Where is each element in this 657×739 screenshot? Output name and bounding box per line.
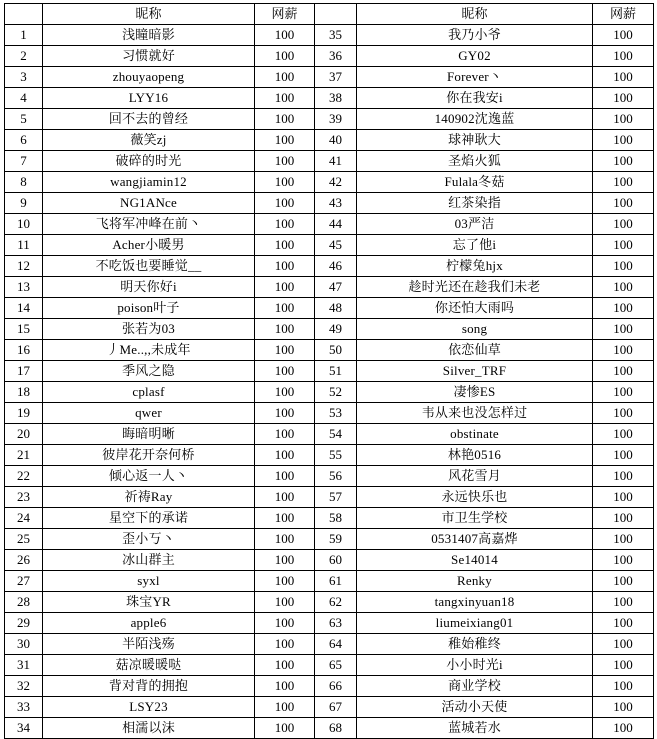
- row-pay-right: 100: [593, 193, 654, 214]
- row-index-left: 11: [5, 235, 43, 256]
- row-index-right: 55: [315, 445, 357, 466]
- header-index-right: [315, 4, 357, 25]
- row-index-right: 68: [315, 718, 357, 739]
- row-nickname-left: cplasf: [43, 382, 255, 403]
- row-pay-right: 100: [593, 88, 654, 109]
- row-nickname-left: 冰山群主: [43, 550, 255, 571]
- nickname-pay-table: [4, 3, 654, 739]
- row-pay-right: 100: [593, 508, 654, 529]
- row-index-left: 16: [5, 340, 43, 361]
- row-index-left: 9: [5, 193, 43, 214]
- table-row: [5, 592, 654, 613]
- row-nickname-right: 风花雪月: [357, 466, 593, 487]
- row-nickname-right: 你在我安i: [357, 88, 593, 109]
- header-row: [5, 4, 654, 25]
- row-nickname-left: poison叶子: [43, 298, 255, 319]
- row-pay-left: 100: [255, 382, 315, 403]
- row-index-right: 48: [315, 298, 357, 319]
- table-header: [5, 4, 654, 25]
- table-row: [5, 718, 654, 739]
- row-nickname-left: 回不去的曾经: [43, 109, 255, 130]
- row-pay-right: 100: [593, 676, 654, 697]
- row-index-left: 29: [5, 613, 43, 634]
- row-pay-left: 100: [255, 529, 315, 550]
- row-index-left: 24: [5, 508, 43, 529]
- row-nickname-left: apple6: [43, 613, 255, 634]
- row-pay-right: 100: [593, 403, 654, 424]
- row-index-right: 49: [315, 319, 357, 340]
- row-index-right: 50: [315, 340, 357, 361]
- row-index-left: 27: [5, 571, 43, 592]
- row-pay-left: 100: [255, 403, 315, 424]
- row-pay-left: 100: [255, 46, 315, 67]
- table-row: [5, 361, 654, 382]
- row-index-left: 32: [5, 676, 43, 697]
- row-pay-right: 100: [593, 613, 654, 634]
- row-nickname-left: 半陌浅殇: [43, 634, 255, 655]
- row-index-right: 60: [315, 550, 357, 571]
- row-index-left: 31: [5, 655, 43, 676]
- table-row: [5, 130, 654, 151]
- row-nickname-right: 商业学校: [357, 676, 593, 697]
- row-index-right: 43: [315, 193, 357, 214]
- row-pay-right: 100: [593, 382, 654, 403]
- row-pay-left: 100: [255, 235, 315, 256]
- row-index-left: 12: [5, 256, 43, 277]
- row-index-right: 38: [315, 88, 357, 109]
- row-nickname-right: 小小时光i: [357, 655, 593, 676]
- row-pay-left: 100: [255, 319, 315, 340]
- row-pay-right: 100: [593, 445, 654, 466]
- row-nickname-right: 03严洁: [357, 214, 593, 235]
- row-pay-left: 100: [255, 550, 315, 571]
- row-index-left: 25: [5, 529, 43, 550]
- row-nickname-left: zhouyaopeng: [43, 67, 255, 88]
- row-index-left: 4: [5, 88, 43, 109]
- row-pay-left: 100: [255, 151, 315, 172]
- row-index-right: 40: [315, 130, 357, 151]
- row-pay-left: 100: [255, 298, 315, 319]
- row-index-left: 19: [5, 403, 43, 424]
- row-nickname-right: 依恋仙草: [357, 340, 593, 361]
- row-pay-left: 100: [255, 130, 315, 151]
- header-nickname-right: 昵称: [357, 4, 593, 25]
- row-index-right: 62: [315, 592, 357, 613]
- row-index-right: 39: [315, 109, 357, 130]
- row-nickname-right: 你还怕大雨吗: [357, 298, 593, 319]
- row-pay-right: 100: [593, 340, 654, 361]
- row-nickname-left: 不吃饭也要睡觉__: [43, 256, 255, 277]
- row-nickname-right: Renky: [357, 571, 593, 592]
- row-pay-right: 100: [593, 109, 654, 130]
- table-row: [5, 403, 654, 424]
- row-nickname-left: 季风之隐: [43, 361, 255, 382]
- row-index-right: 35: [315, 25, 357, 46]
- table-row: [5, 697, 654, 718]
- row-nickname-left: 背对背的拥抱: [43, 676, 255, 697]
- row-pay-left: 100: [255, 109, 315, 130]
- row-index-right: 47: [315, 277, 357, 298]
- row-nickname-right: obstinate: [357, 424, 593, 445]
- row-pay-right: 100: [593, 571, 654, 592]
- row-index-left: 21: [5, 445, 43, 466]
- table-row: [5, 676, 654, 697]
- row-nickname-right: 忘了他i: [357, 235, 593, 256]
- row-index-left: 13: [5, 277, 43, 298]
- row-index-left: 1: [5, 25, 43, 46]
- table-row: [5, 550, 654, 571]
- row-index-right: 37: [315, 67, 357, 88]
- row-index-right: 42: [315, 172, 357, 193]
- row-pay-left: 100: [255, 340, 315, 361]
- row-index-left: 10: [5, 214, 43, 235]
- table-row: [5, 193, 654, 214]
- table-row: [5, 613, 654, 634]
- row-nickname-right: 140902沈逸蓝: [357, 109, 593, 130]
- row-nickname-left: 浅瞳暗影: [43, 25, 255, 46]
- row-nickname-right: Forever丶: [357, 67, 593, 88]
- row-index-right: 66: [315, 676, 357, 697]
- table-row: [5, 466, 654, 487]
- table-row: [5, 214, 654, 235]
- row-pay-right: 100: [593, 319, 654, 340]
- row-nickname-right: 林艳0516: [357, 445, 593, 466]
- row-pay-left: 100: [255, 214, 315, 235]
- row-pay-left: 100: [255, 88, 315, 109]
- row-nickname-right: 市卫生学校: [357, 508, 593, 529]
- row-pay-right: 100: [593, 130, 654, 151]
- row-pay-right: 100: [593, 46, 654, 67]
- row-pay-right: 100: [593, 550, 654, 571]
- row-pay-right: 100: [593, 361, 654, 382]
- row-nickname-right: GY02: [357, 46, 593, 67]
- row-index-left: 34: [5, 718, 43, 739]
- row-pay-right: 100: [593, 487, 654, 508]
- table-row: [5, 46, 654, 67]
- row-index-right: 53: [315, 403, 357, 424]
- row-nickname-left: LSY23: [43, 697, 255, 718]
- row-pay-left: 100: [255, 676, 315, 697]
- row-nickname-left: 晦暗明晰: [43, 424, 255, 445]
- table-row: [5, 319, 654, 340]
- row-index-left: 14: [5, 298, 43, 319]
- row-pay-right: 100: [593, 277, 654, 298]
- row-pay-left: 100: [255, 592, 315, 613]
- row-pay-left: 100: [255, 655, 315, 676]
- header-pay-left: 网薪: [255, 4, 315, 25]
- row-index-left: 3: [5, 67, 43, 88]
- row-nickname-right: Fulala冬菇: [357, 172, 593, 193]
- row-pay-left: 100: [255, 25, 315, 46]
- row-pay-right: 100: [593, 67, 654, 88]
- row-pay-right: 100: [593, 298, 654, 319]
- row-nickname-left: 习惯就好: [43, 46, 255, 67]
- row-index-right: 46: [315, 256, 357, 277]
- row-nickname-left: 破碎的时光: [43, 151, 255, 172]
- row-nickname-left: 丿Me..,,未成年: [43, 340, 255, 361]
- row-index-right: 36: [315, 46, 357, 67]
- row-pay-left: 100: [255, 613, 315, 634]
- row-pay-right: 100: [593, 466, 654, 487]
- row-pay-left: 100: [255, 445, 315, 466]
- row-nickname-right: 稚始稚终: [357, 634, 593, 655]
- row-nickname-right: 趁时光还在趁我们未老: [357, 277, 593, 298]
- row-nickname-right: 活动小天使: [357, 697, 593, 718]
- row-nickname-left: 珠宝YR: [43, 592, 255, 613]
- header-pay-right: 网薪: [593, 4, 654, 25]
- row-nickname-right: 凄惨ES: [357, 382, 593, 403]
- row-pay-right: 100: [593, 172, 654, 193]
- row-nickname-left: wangjiamin12: [43, 172, 255, 193]
- row-pay-left: 100: [255, 424, 315, 445]
- row-nickname-left: 彼岸花开奈何桥: [43, 445, 255, 466]
- row-pay-left: 100: [255, 172, 315, 193]
- row-nickname-left: 星空下的承诺: [43, 508, 255, 529]
- row-nickname-left: Acher小暖男: [43, 235, 255, 256]
- row-pay-right: 100: [593, 235, 654, 256]
- row-nickname-right: 球神耿大: [357, 130, 593, 151]
- row-index-left: 26: [5, 550, 43, 571]
- table-row: [5, 67, 654, 88]
- row-pay-left: 100: [255, 571, 315, 592]
- row-nickname-right: 蓝城若水: [357, 718, 593, 739]
- row-pay-left: 100: [255, 634, 315, 655]
- header-index-left: [5, 4, 43, 25]
- row-nickname-left: 相濡以沫: [43, 718, 255, 739]
- row-index-left: 5: [5, 109, 43, 130]
- row-index-right: 67: [315, 697, 357, 718]
- table-row: [5, 109, 654, 130]
- table-row: [5, 634, 654, 655]
- row-index-left: 30: [5, 634, 43, 655]
- row-pay-left: 100: [255, 361, 315, 382]
- row-nickname-right: 我乃小爷: [357, 25, 593, 46]
- table-row: [5, 88, 654, 109]
- row-index-right: 45: [315, 235, 357, 256]
- row-index-left: 17: [5, 361, 43, 382]
- row-nickname-left: qwer: [43, 403, 255, 424]
- row-nickname-left: 菇凉暖暖哒: [43, 655, 255, 676]
- row-index-right: 51: [315, 361, 357, 382]
- row-pay-right: 100: [593, 424, 654, 445]
- row-pay-right: 100: [593, 151, 654, 172]
- row-pay-left: 100: [255, 67, 315, 88]
- row-index-left: 2: [5, 46, 43, 67]
- row-index-right: 56: [315, 466, 357, 487]
- row-index-right: 61: [315, 571, 357, 592]
- row-index-right: 63: [315, 613, 357, 634]
- row-pay-left: 100: [255, 508, 315, 529]
- table-row: [5, 529, 654, 550]
- row-nickname-right: liumeixiang01: [357, 613, 593, 634]
- table-row: [5, 172, 654, 193]
- row-pay-right: 100: [593, 634, 654, 655]
- row-index-left: 23: [5, 487, 43, 508]
- row-nickname-left: 薇笑zj: [43, 130, 255, 151]
- row-nickname-right: 韦从来也没怎样过: [357, 403, 593, 424]
- row-index-left: 20: [5, 424, 43, 445]
- row-index-left: 6: [5, 130, 43, 151]
- row-index-right: 64: [315, 634, 357, 655]
- row-nickname-left: 祈祷Ray: [43, 487, 255, 508]
- row-index-right: 52: [315, 382, 357, 403]
- row-nickname-right: 红茶染指: [357, 193, 593, 214]
- table-row: [5, 277, 654, 298]
- row-pay-right: 100: [593, 256, 654, 277]
- table-row: [5, 424, 654, 445]
- row-pay-right: 100: [593, 718, 654, 739]
- row-pay-left: 100: [255, 256, 315, 277]
- row-pay-right: 100: [593, 655, 654, 676]
- row-nickname-right: 0531407高嘉烨: [357, 529, 593, 550]
- row-nickname-left: LYY16: [43, 88, 255, 109]
- row-nickname-left: syxl: [43, 571, 255, 592]
- row-index-right: 59: [315, 529, 357, 550]
- row-index-left: 7: [5, 151, 43, 172]
- table-row: [5, 508, 654, 529]
- row-pay-left: 100: [255, 193, 315, 214]
- row-index-left: 18: [5, 382, 43, 403]
- row-pay-right: 100: [593, 25, 654, 46]
- table-body: [5, 25, 654, 739]
- row-pay-left: 100: [255, 277, 315, 298]
- row-pay-right: 100: [593, 592, 654, 613]
- table-row: [5, 340, 654, 361]
- row-nickname-left: 飞将军冲峰在前丶: [43, 214, 255, 235]
- row-pay-left: 100: [255, 718, 315, 739]
- row-pay-right: 100: [593, 214, 654, 235]
- row-nickname-left: NG1ANce: [43, 193, 255, 214]
- row-nickname-left: 张若为03: [43, 319, 255, 340]
- row-index-right: 41: [315, 151, 357, 172]
- row-index-left: 28: [5, 592, 43, 613]
- table-row: [5, 382, 654, 403]
- row-nickname-right: 永远快乐也: [357, 487, 593, 508]
- table-row: [5, 151, 654, 172]
- row-pay-left: 100: [255, 466, 315, 487]
- table-row: [5, 445, 654, 466]
- row-pay-left: 100: [255, 487, 315, 508]
- row-pay-left: 100: [255, 697, 315, 718]
- row-nickname-right: Se14014: [357, 550, 593, 571]
- table-row: [5, 256, 654, 277]
- table-row: [5, 655, 654, 676]
- row-index-right: 57: [315, 487, 357, 508]
- row-index-right: 54: [315, 424, 357, 445]
- row-index-left: 22: [5, 466, 43, 487]
- table-row: [5, 235, 654, 256]
- table-row: [5, 487, 654, 508]
- row-index-left: 15: [5, 319, 43, 340]
- row-index-left: 33: [5, 697, 43, 718]
- row-nickname-right: song: [357, 319, 593, 340]
- row-nickname-left: 倾心返一人丶: [43, 466, 255, 487]
- row-nickname-left: 歪小丂丶: [43, 529, 255, 550]
- row-pay-right: 100: [593, 529, 654, 550]
- row-index-right: 58: [315, 508, 357, 529]
- row-nickname-right: tangxinyuan18: [357, 592, 593, 613]
- row-nickname-right: 柠檬兔hjx: [357, 256, 593, 277]
- row-index-right: 65: [315, 655, 357, 676]
- table-row: [5, 298, 654, 319]
- header-nickname-left: 昵称: [43, 4, 255, 25]
- table-row: [5, 571, 654, 592]
- row-index-right: 44: [315, 214, 357, 235]
- row-nickname-right: 圣焰火狐: [357, 151, 593, 172]
- table-row: [5, 25, 654, 46]
- row-index-left: 8: [5, 172, 43, 193]
- row-nickname-left: 明天你好i: [43, 277, 255, 298]
- row-nickname-right: Silver_TRF: [357, 361, 593, 382]
- row-pay-right: 100: [593, 697, 654, 718]
